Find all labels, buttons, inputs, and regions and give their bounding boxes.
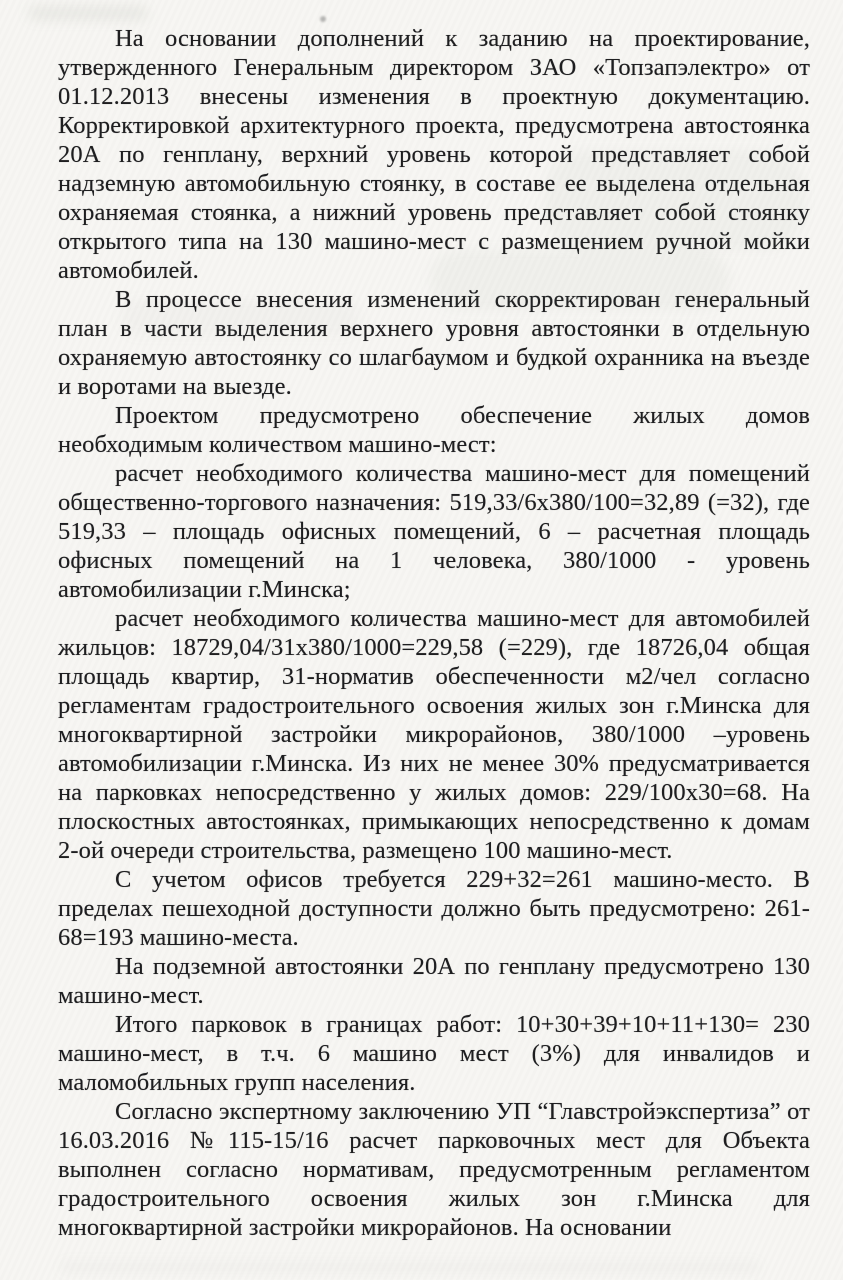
paragraph-office-parking-calc: расчет необходимого количества машино-мест для помещений общественно-торгового назначения: 519,33/6х380/100=32,89 (=32), где 519,33 – площадь офисных помещений, 6 – расчетная площадь офисных помещений на 1 человека, 380/1000 - уровень автомобилизации г.Минска; (58, 460, 810, 603)
paragraph-parking-total: Итого парковок в границах работ: 10+30+39+10+11+130= 230 машино-мест, в т.ч. 6 машино мест (3%) для инвалидов и маломобильных групп населения. (58, 1011, 810, 1096)
scan-speck (320, 16, 326, 22)
paragraph-intro: На основании дополнений к заданию на проектирование, утвержденного Генеральным директором ЗАО «Топзапэлектро» от 01.12.2013 внесены изменения в проектную документацию. Корректировкой архитектурного проекта, предусмотрена автостоянка 20А по генплану, верхний уровень которой представляет собой надземную автомобильную стоянку, в составе ее выделена отдельная охраняемая стоянка, а нижний уровень представляет собой стоянку открытого типа на 130 машино-мест с размещением ручной мойки автомобилей. (58, 25, 810, 284)
paragraph-underground-parking: На подземной автостоянки 20А по генплану предусмотрено 130 машино-мест. (58, 953, 810, 1009)
paragraph-expert-conclusion: Согласно экспертному заключению УП “Главстройэкспертиза” от 16.03.2016 №115-15/16 расчет парковочных мест для Объекта выполнен согласно нормативам, предусмотренным регламентом градостроительного освоения жилых зон г.Минска для многоквартирной застройки микрорайонов. На основании (58, 1098, 810, 1241)
paragraph-resident-parking-calc: расчет необходимого количества машино-мест для автомобилей жильцов: 18729,04/31х380/1000=229,58 (=229), где 18726,04 общая площадь квартир, 31-норматив обеспеченности м2/чел согласно регламентам градостроительного освоения жилых зон г.Минска для многоквартирной застройки микрорайонов, 380/1000 –уровень автомобилизации г.Минска. Из них не менее 30% предусматривается на парковках непосредственно у жилых домов: 229/100х30=68. На плоскостных автостоянках, примыкающих непосредственно к домам 2-ой очереди строительства, размещено 100 машино-мест. (58, 605, 810, 864)
paragraph-parking-provision: Проектом предусмотрено обеспечение жилых домов необходимым количеством машино-мест: (58, 402, 810, 458)
scan-smudge (28, 6, 148, 20)
paragraph-total-required: С учетом офисов требуется 229+32=261 машино-место. В пределах пешеходной доступности должно быть предусмотрено: 261-68=193 машино-места. (58, 866, 810, 951)
paragraph-genplan-correction: В процессе внесения изменений скорректирован генеральный план в части выделения верхнего уровня автостоянки в отдельную охраняемую автостоянку со шлагбаумом и будкой охранника на въезде и воротами на выезде. (58, 286, 810, 400)
scan-smudge (60, 1262, 760, 1272)
document-text (58, 24, 810, 1242)
